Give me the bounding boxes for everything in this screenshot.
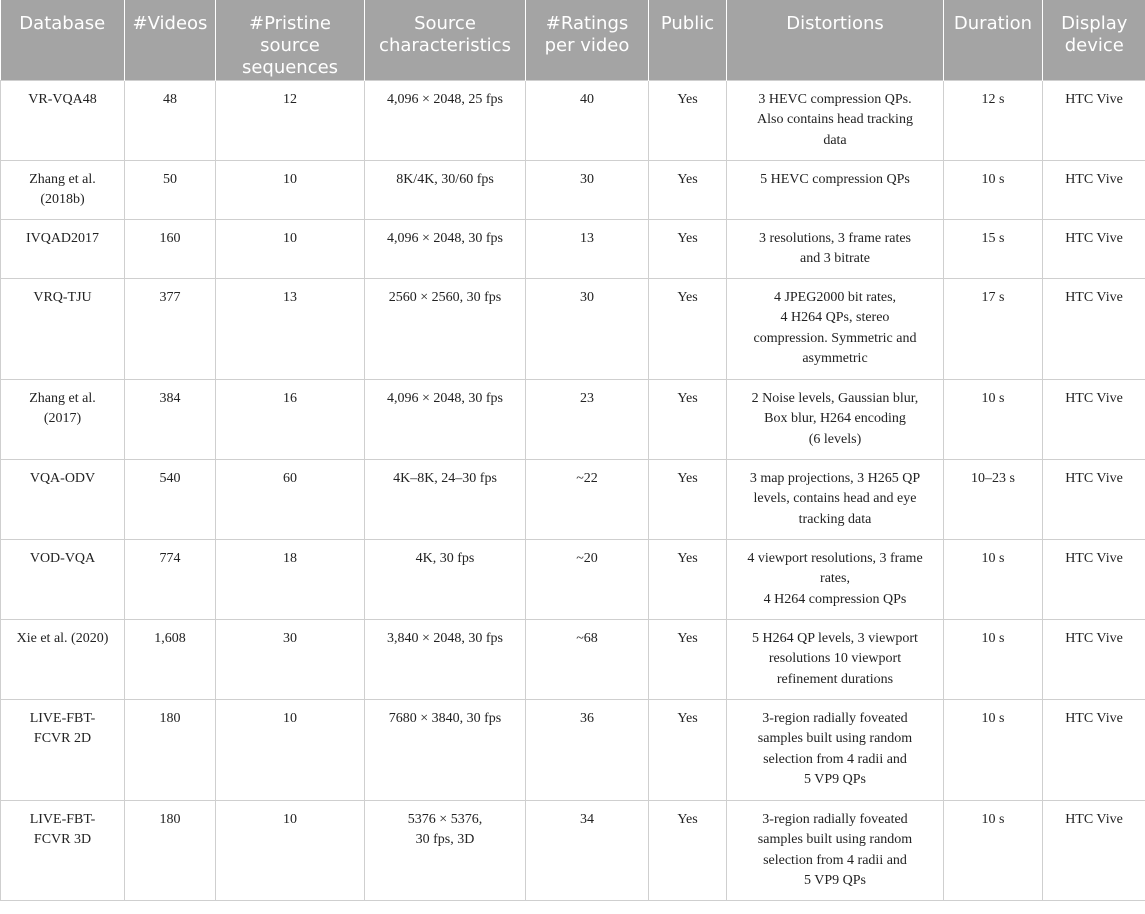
cell-ratings: 36 (526, 699, 649, 800)
cell-database (1, 379, 125, 459)
cell-videos: 50 (125, 160, 216, 219)
cell-line: 4,096 × 2048, 30 fps (386, 230, 503, 246)
cell-videos: 160 (125, 219, 216, 278)
cell-source-characteristics (365, 160, 526, 219)
cell-line: 3 resolutions, 3 frame rates (758, 230, 911, 246)
cell-line: 3 map projections, 3 H265 QP (749, 470, 921, 486)
cell-duration: 10 s (944, 800, 1043, 900)
cell-source-characteristics (365, 699, 526, 800)
cell-public: Yes (649, 219, 727, 278)
cell-duration: 10 s (944, 539, 1043, 619)
header-line: #Pristine (249, 13, 331, 34)
cell-line: 7680 × 3840, 30 fps (388, 710, 502, 726)
cell-line: 4 H264 compression QPs (763, 591, 907, 607)
cell-database (1, 539, 125, 619)
cell-line: IVQAD2017 (25, 230, 100, 246)
cell-line: LIVE-FBT- (29, 811, 96, 827)
cell-display-device: HTC Vive (1043, 379, 1145, 459)
cell-public: Yes (649, 619, 727, 699)
cell-pristine-sequences: 13 (216, 278, 365, 379)
cell-line: data (823, 132, 847, 148)
header-ratings-per-video (526, 0, 649, 80)
cell-duration: 10 s (944, 160, 1043, 219)
cell-ratings: ~68 (526, 619, 649, 699)
cell-line: 4 JPEG2000 bit rates, (773, 289, 897, 305)
cell-line: VOD-VQA (29, 550, 96, 566)
cell-line: Box blur, H264 encoding (764, 411, 906, 426)
cell-line: selection from 4 radii and (763, 751, 907, 767)
cell-line: 4 viewport resolutions, 3 frame (747, 550, 923, 566)
header-duration (944, 0, 1043, 80)
cell-database (1, 459, 125, 539)
table-row (1, 699, 1145, 800)
cell-distortions (727, 699, 944, 800)
cell-line: refinement durations (776, 671, 894, 687)
header-line: #Videos (132, 13, 208, 34)
cell-display-device: HTC Vive (1043, 278, 1145, 379)
header-display-device (1043, 0, 1145, 80)
cell-pristine-sequences: 60 (216, 459, 365, 539)
cell-pristine-sequences: 16 (216, 379, 365, 459)
cell-videos: 180 (125, 800, 216, 900)
cell-source-characteristics (365, 619, 526, 699)
cell-display-device: HTC Vive (1043, 619, 1145, 699)
cell-database (1, 160, 125, 219)
cell-distortions (727, 160, 944, 219)
header-pristine-sequences (216, 0, 365, 80)
table-row (1, 800, 1145, 900)
cell-database (1, 219, 125, 278)
cell-duration: 10–23 s (944, 459, 1043, 539)
cell-line: 5 VP9 QPs (804, 873, 866, 888)
cell-line: 2560 × 2560, 30 fps (388, 289, 502, 305)
cell-line: 30 fps, 3D (415, 832, 475, 847)
table-row (1, 278, 1145, 379)
cell-videos: 540 (125, 459, 216, 539)
cell-source-characteristics (365, 278, 526, 379)
table-row (1, 219, 1145, 278)
cell-pristine-sequences: 30 (216, 619, 365, 699)
header-line: source (260, 35, 320, 56)
table-row (1, 80, 1145, 160)
header-database (1, 0, 125, 80)
cell-line: VRQ-TJU (33, 289, 92, 305)
cell-pristine-sequences: 10 (216, 219, 365, 278)
cell-pristine-sequences: 10 (216, 800, 365, 900)
header-line: per video (544, 35, 630, 56)
cell-line: Zhang et al. (29, 171, 96, 187)
header-public (649, 0, 727, 80)
cell-videos: 48 (125, 80, 216, 160)
table-row (1, 619, 1145, 699)
cell-duration: 10 s (944, 379, 1043, 459)
cell-line: samples built using random (757, 832, 913, 847)
cell-display-device: HTC Vive (1043, 800, 1145, 900)
cell-line: (2017) (43, 411, 82, 426)
table-row (1, 459, 1145, 539)
cell-line: samples built using random (757, 731, 913, 746)
cell-distortions (727, 278, 944, 379)
table-row (1, 539, 1145, 619)
cell-line: 4K, 30 fps (415, 550, 475, 566)
cell-distortions (727, 619, 944, 699)
cell-line: 5 HEVC compression QPs (760, 171, 910, 187)
cell-database (1, 699, 125, 800)
cell-line: Zhang et al. (29, 390, 96, 406)
table-body (1, 80, 1145, 900)
cell-display-device: HTC Vive (1043, 219, 1145, 278)
cell-line: 4K–8K, 24–30 fps (393, 470, 497, 486)
cell-line: rates, (820, 571, 850, 586)
cell-line: 8K/4K, 30/60 fps (396, 171, 494, 187)
cell-database (1, 80, 125, 160)
cell-videos: 180 (125, 699, 216, 800)
cell-display-device: HTC Vive (1043, 459, 1145, 539)
cell-videos: 774 (125, 539, 216, 619)
cell-distortions (727, 379, 944, 459)
cell-source-characteristics (365, 459, 526, 539)
cell-videos: 384 (125, 379, 216, 459)
header-source-characteristics (365, 0, 526, 80)
cell-source-characteristics (365, 800, 526, 900)
cell-line: Xie et al. (2020) (16, 630, 109, 646)
cell-line: selection from 4 radii and (763, 852, 907, 868)
cell-distortions (727, 219, 944, 278)
cell-distortions (727, 80, 944, 160)
cell-ratings: 30 (526, 160, 649, 219)
header-line: sequences (241, 57, 339, 78)
header-videos (125, 0, 216, 80)
cell-line: FCVR 3D (33, 832, 92, 847)
cell-duration: 12 s (944, 80, 1043, 160)
cell-line: 5 H264 QP levels, 3 viewport (752, 630, 918, 646)
cell-line: FCVR 2D (33, 731, 92, 746)
cell-videos: 377 (125, 278, 216, 379)
cell-ratings: ~20 (526, 539, 649, 619)
header-distortions (727, 0, 944, 80)
cell-line: VQA-ODV (29, 470, 96, 486)
cell-line: 3-region radially foveated (762, 710, 908, 726)
cell-line: 3 HEVC compression QPs. (758, 91, 912, 107)
cell-line: 4,096 × 2048, 25 fps (386, 91, 503, 107)
cell-display-device: HTC Vive (1043, 699, 1145, 800)
cell-line: VR-VQA48 (28, 91, 97, 107)
header-line: Source (414, 13, 476, 34)
cell-ratings: 30 (526, 278, 649, 379)
cell-line: 3,840 × 2048, 30 fps (386, 630, 503, 646)
cell-database (1, 278, 125, 379)
cell-duration: 15 s (944, 219, 1043, 278)
cell-line: 5376 × 5376, (407, 811, 483, 827)
cell-line: Also contains head tracking (757, 112, 913, 127)
cell-line: 3-region radially foveated (762, 811, 908, 827)
cell-videos: 1,608 (125, 619, 216, 699)
cell-public: Yes (649, 459, 727, 539)
table-row (1, 160, 1145, 219)
cell-line: tracking data (798, 511, 872, 527)
table-header-row (1, 0, 1145, 80)
cell-line: LIVE-FBT- (29, 710, 96, 726)
cell-line: compression. Symmetric and (753, 330, 917, 346)
cell-source-characteristics (365, 219, 526, 278)
cell-duration: 17 s (944, 278, 1043, 379)
header-line: Database (19, 13, 106, 34)
cell-duration: 10 s (944, 619, 1043, 699)
cell-display-device: HTC Vive (1043, 160, 1145, 219)
cell-line: (2018b) (40, 192, 85, 207)
cell-line: 4 H264 QPs, stereo (780, 310, 890, 325)
cell-public: Yes (649, 539, 727, 619)
cell-ratings: 40 (526, 80, 649, 160)
cell-database (1, 619, 125, 699)
cell-line: (6 levels) (808, 431, 862, 447)
cell-line: asymmetric (802, 351, 868, 366)
cell-public: Yes (649, 160, 727, 219)
header-line: device (1064, 35, 1124, 56)
cell-source-characteristics (365, 80, 526, 160)
table-row (1, 379, 1145, 459)
cell-pristine-sequences: 18 (216, 539, 365, 619)
header-line: Distortions (786, 13, 884, 34)
cell-public: Yes (649, 800, 727, 900)
cell-database (1, 800, 125, 900)
cell-line: levels, contains head and eye (753, 491, 917, 506)
cell-ratings: ~22 (526, 459, 649, 539)
cell-public: Yes (649, 699, 727, 800)
cell-distortions (727, 539, 944, 619)
cell-source-characteristics (365, 539, 526, 619)
header-line: characteristics (379, 35, 511, 56)
cell-line: 4,096 × 2048, 30 fps (386, 390, 503, 406)
cell-public: Yes (649, 80, 727, 160)
cell-public: Yes (649, 379, 727, 459)
cell-distortions (727, 459, 944, 539)
cell-display-device: HTC Vive (1043, 539, 1145, 619)
cell-source-characteristics (365, 379, 526, 459)
cell-line: resolutions 10 viewport (768, 651, 902, 666)
header-line: Display (1061, 13, 1128, 34)
header-line: Public (660, 13, 715, 34)
cell-display-device: HTC Vive (1043, 80, 1145, 160)
cell-line: 5 VP9 QPs (804, 772, 866, 787)
cell-pristine-sequences: 10 (216, 160, 365, 219)
cell-duration: 10 s (944, 699, 1043, 800)
cell-ratings: 23 (526, 379, 649, 459)
cell-pristine-sequences: 12 (216, 80, 365, 160)
cell-ratings: 34 (526, 800, 649, 900)
header-line: Duration (953, 13, 1033, 34)
cell-pristine-sequences: 10 (216, 699, 365, 800)
cell-line: and 3 bitrate (800, 251, 870, 266)
cell-public: Yes (649, 278, 727, 379)
cell-line: 2 Noise levels, Gaussian blur, (751, 390, 919, 406)
header-line: #Ratings (545, 13, 629, 34)
cell-distortions (727, 800, 944, 900)
cell-ratings: 13 (526, 219, 649, 278)
